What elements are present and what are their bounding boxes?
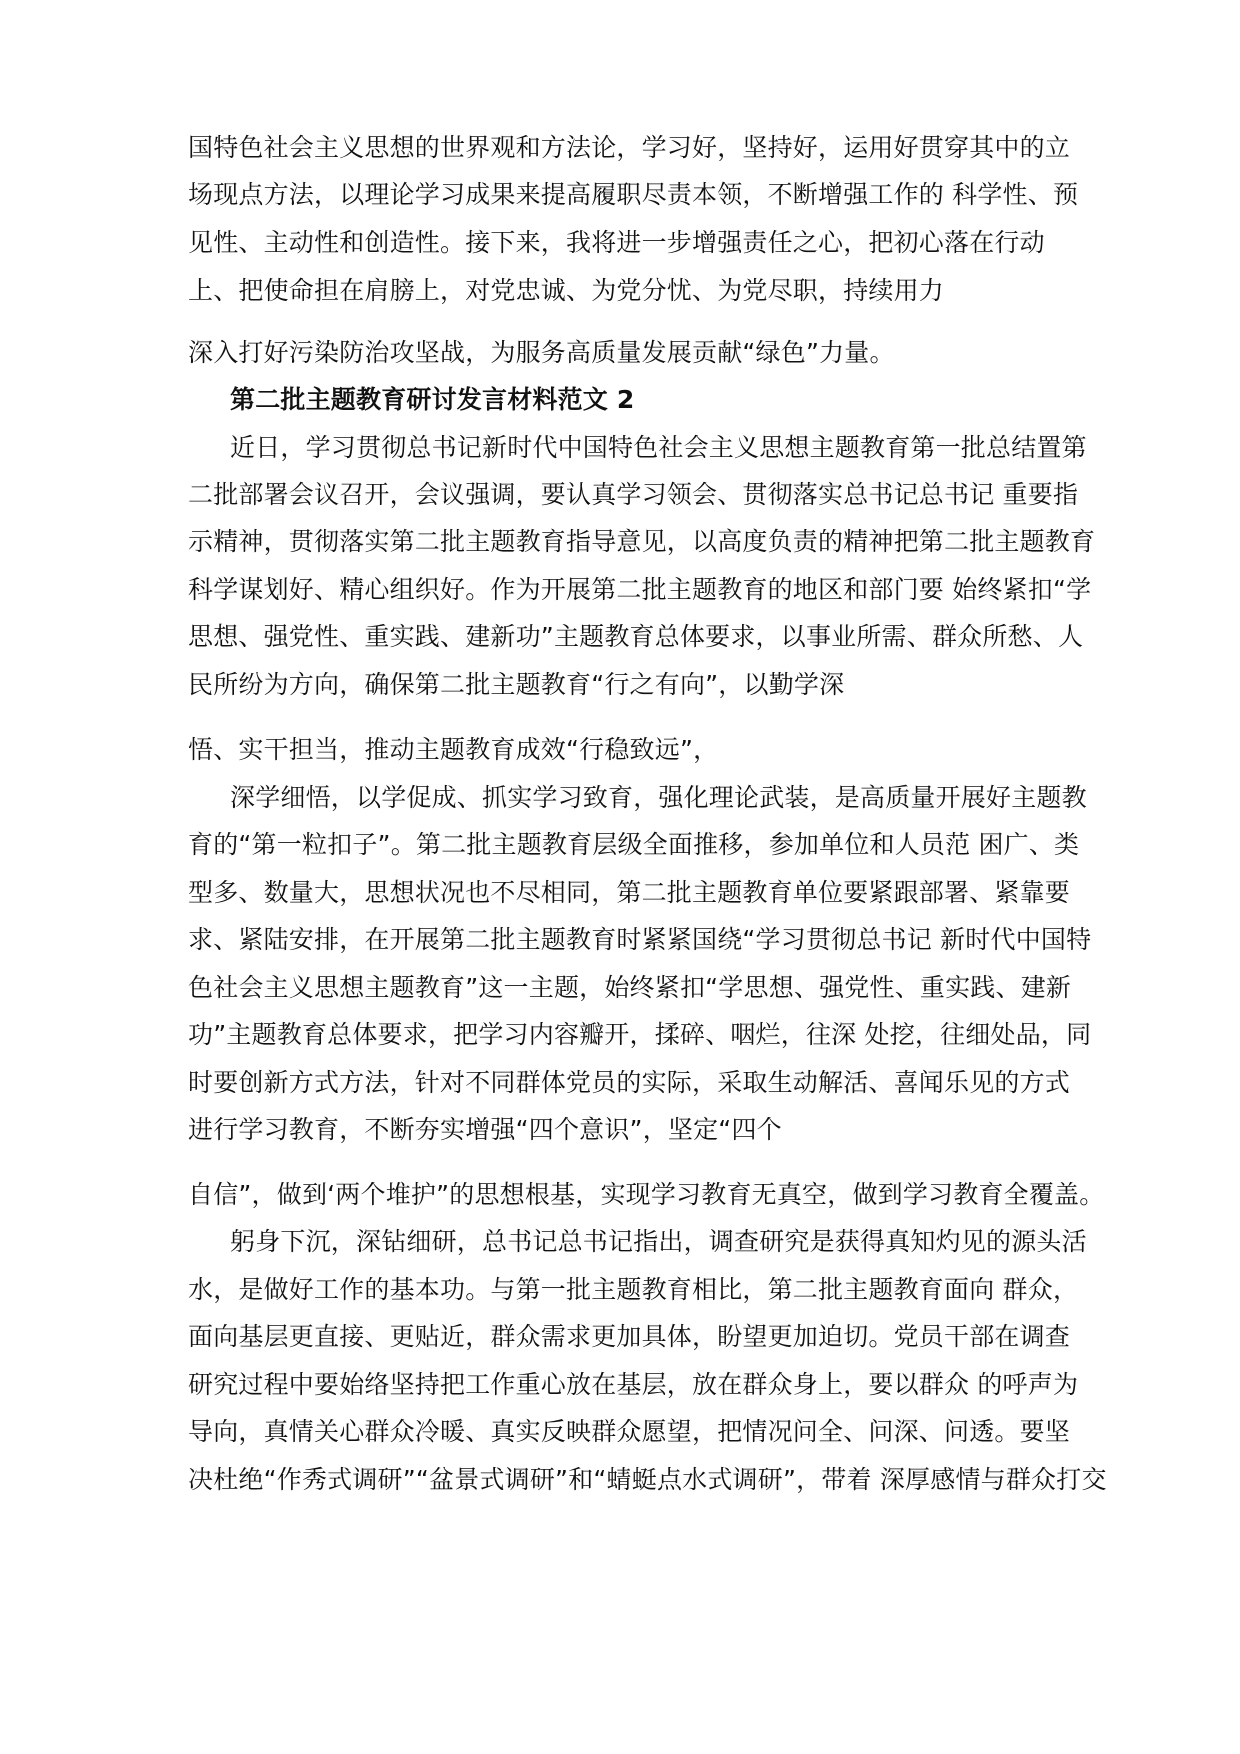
body-text-line: 上、把使命担在肩膀上，对党忠诚、为党分忧、为党尽职，持续用力 <box>188 276 945 305</box>
body-text-line: 思想、强党性、重实践、建新功”主题教育总体要求，以事业所需、群众所愁、人 <box>188 622 1084 651</box>
body-text-line: 研究过程中要始络坚持把工作重心放在基层，放在群众身上，要以群众 的呼声为 <box>188 1370 1079 1399</box>
body-text-line: 导向，真情关心群众冷暖、真实反映群众愿望，把情况问全、问深、问透。要坚 <box>188 1417 1071 1446</box>
body-text-line: 二批部署会议召开，会议强调，要认真学习领会、贯彻落实总书记总书记 重要指 <box>188 480 1079 509</box>
paragraph-first-line: 近日，学习贯彻总书记新时代中国特色社会主义思想主题教育第一批总结置第 <box>230 433 1087 462</box>
body-text-line: 民所纷为方向，确保第二批主题教育“行之有向”，以勤学深 <box>188 670 845 699</box>
body-text-line: 决杜绝“作秀式调研”“盆景式调研”和“蜻蜓点水式调研”，带着 深厚感情与群众打交 <box>188 1465 1107 1494</box>
body-text-line: 悟、实干担当，推动主题教育成效“行稳致远”， <box>188 735 719 764</box>
body-text-line: 进行学习教育，不断夯实增强“四个意识”，坚定“四个 <box>188 1115 782 1144</box>
body-text-line: 示精神，贯彻落实第二批主题教育指导意见，以高度负责的精神把第二批主题教育 <box>188 527 1096 556</box>
body-text-line: 育的“第一粒扣子”。第二批主题教育层级全面推移，参加单位和人员范 困广、类 <box>188 830 1080 859</box>
body-text-line: 功”主题教育总体要求，把学习内容瓣开，揉碎、咽烂，往深 处挖，往细处品，同 <box>188 1020 1092 1049</box>
body-text-line: 科学谋划好、精心组织好。作为开展第二批主题教育的地区和部门要 始终紧扣“学 <box>188 575 1092 604</box>
paragraph-first-line: 躬身下沉，深钻细研，总书记总书记指出，调查研究是获得真知灼见的源头活 <box>230 1227 1087 1256</box>
body-text-line: 见性、主动性和创造性。接下来，我将进一步增强责任之心，把初心落在行动 <box>188 228 1045 257</box>
body-text-line: 国特色社会主义思想的世界观和方法论，学习好，坚持好，运用好贯穿其中的立 <box>188 133 1071 162</box>
body-text-line: 色社会主义思想主题教育”这一主题，始终紧扣“学思想、强党性、重实践、建新 <box>188 973 1072 1002</box>
body-text-line: 面向基层更直接、更贴近，群众需求更加具体，盼望更加迫切。党员干部在调查 <box>188 1322 1071 1351</box>
section-heading: 第二批主题教育研讨发言材料范文 2 <box>230 385 635 414</box>
body-text-line: 型多、数量大，思想状况也不尽相同，第二批主题教育单位要紧跟部署、紧靠要 <box>188 878 1071 907</box>
paragraph-first-line: 深学细悟，以学促成、抓实学习致育，强化理论武装，是高质量开展好主题教 <box>230 783 1087 812</box>
body-text-line: 时要创新方式方法，针对不同群体党员的实际，采取生动解活、喜闻乐见的方式 <box>188 1068 1071 1097</box>
body-text-line: 场现点方法，以理论学习成果来提高履职尽责本领，不断增强工作的 科学性、预 <box>188 180 1079 209</box>
body-text-line: 求、紧陆安排，在开展第二批主题教育时紧紧国绕“学习贯彻总书记 新时代中国特 <box>188 925 1092 954</box>
body-text-line: 深入打好污染防治攻坚战，为服务高质量发展贡献“绿色”力量。 <box>188 338 895 367</box>
body-text-line: 水，是做好工作的基本功。与第一批主题教育相比，第二批主题教育面向 群众， <box>188 1275 1079 1304</box>
body-text-line: 自信”，做到‘两个堆护”的思想根基，实现学习教育无真空，做到学习教育全覆盖。 <box>188 1180 1105 1209</box>
